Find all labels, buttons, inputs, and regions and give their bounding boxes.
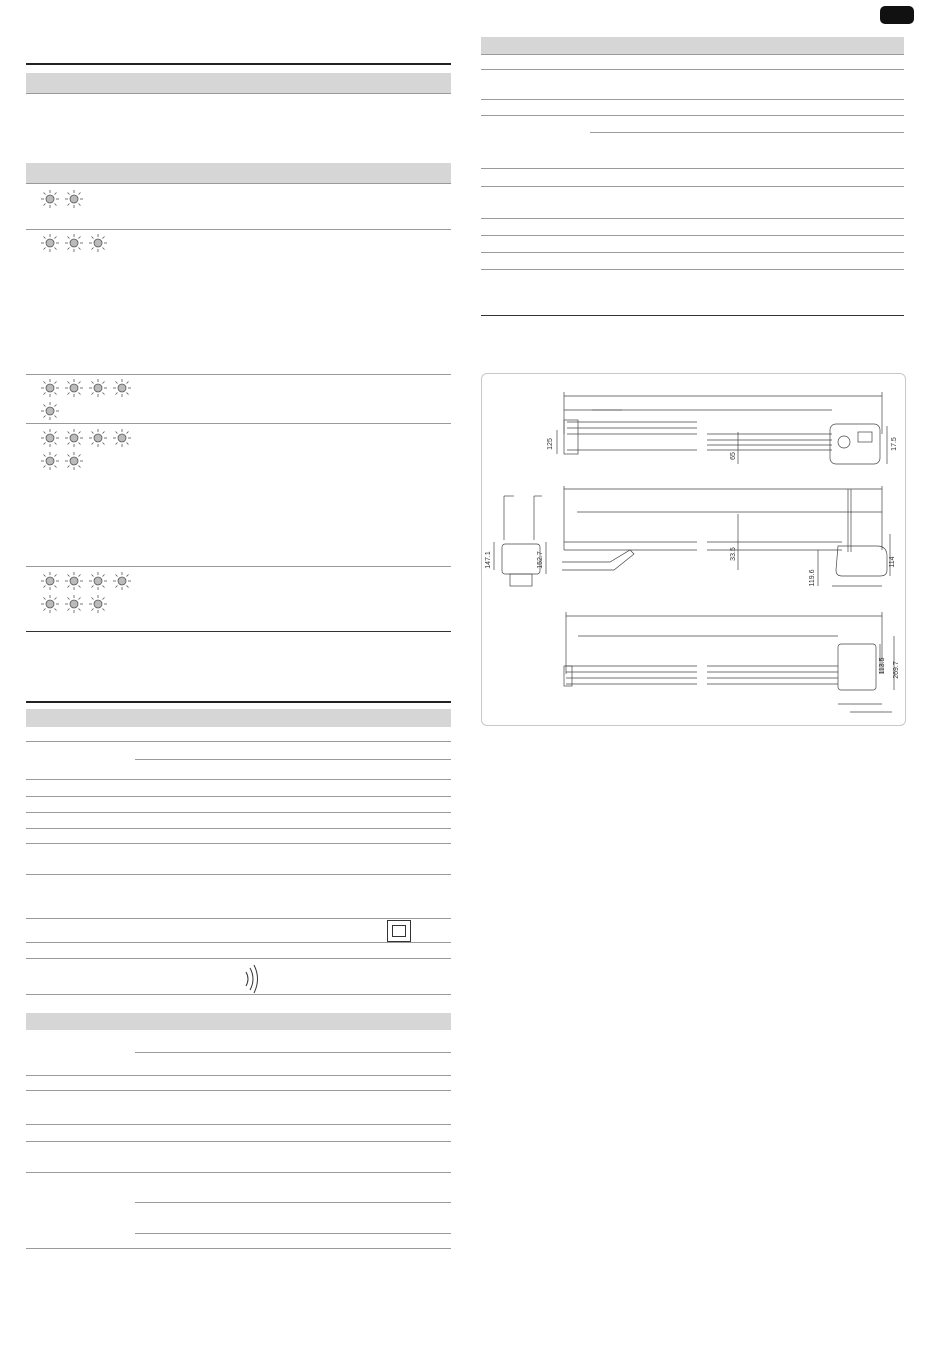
table-divider	[481, 69, 904, 70]
section-rule	[26, 701, 451, 703]
table-divider	[481, 54, 904, 55]
blinking-led-icon	[40, 378, 60, 398]
table-divider	[481, 269, 904, 270]
language-badge	[880, 6, 914, 24]
table-divider	[26, 779, 451, 780]
blinking-led-icon	[88, 571, 108, 591]
dimension-label: 17.5	[891, 437, 898, 451]
table-divider	[26, 796, 451, 797]
dimension-label: 33.5	[730, 547, 737, 561]
led-indicator-row	[40, 233, 108, 253]
dimension-label: 119.6	[809, 569, 816, 587]
blinking-led-icon	[40, 451, 60, 471]
table-divider	[26, 942, 451, 943]
table-divider	[26, 93, 451, 94]
specs-table-header	[26, 709, 451, 727]
dimension-label: 125	[547, 438, 554, 450]
table-divider	[26, 958, 451, 959]
radio-wave-icon	[242, 964, 260, 994]
table-divider	[26, 828, 451, 829]
blinking-led-icon	[64, 189, 84, 209]
blinking-led-icon	[64, 378, 84, 398]
dimension-drawing	[481, 373, 906, 726]
table-header	[26, 73, 451, 93]
table-divider	[26, 1141, 451, 1142]
blinking-led-icon	[88, 594, 108, 614]
dimension-label: 65	[730, 452, 737, 460]
table-divider	[26, 741, 451, 742]
table-divider	[26, 812, 451, 813]
table-divider	[26, 918, 451, 919]
section-rule	[26, 63, 451, 65]
blinking-led-icon	[40, 401, 60, 421]
led-indicator-row	[40, 378, 140, 421]
table-divider	[481, 235, 904, 236]
specs-table-header	[481, 37, 904, 54]
dimension-labels	[485, 437, 900, 679]
table-divider	[26, 1248, 451, 1249]
table-divider	[26, 1090, 451, 1091]
table-divider	[481, 168, 904, 169]
dimension-label: 269.7	[893, 661, 900, 679]
led-indicator-row	[40, 189, 84, 209]
blinking-led-icon	[88, 428, 108, 448]
led-table-header	[26, 163, 451, 183]
table-divider	[481, 218, 904, 219]
table-divider	[481, 252, 904, 253]
table-divider	[26, 374, 451, 375]
table-divider	[26, 423, 451, 424]
blinking-led-icon	[40, 233, 60, 253]
table-subdivider	[135, 1052, 451, 1053]
table-divider	[26, 183, 451, 184]
table-divider	[26, 874, 451, 875]
table-end-rule	[26, 631, 451, 632]
table-divider	[481, 186, 904, 187]
blinking-led-icon	[64, 451, 84, 471]
table-divider	[26, 566, 451, 567]
dimension-label: 114	[889, 556, 896, 568]
blinking-led-icon	[40, 428, 60, 448]
blinking-led-icon	[112, 378, 132, 398]
dimension-label: 113.5	[879, 657, 886, 675]
table-subdivider	[135, 1202, 451, 1203]
table-divider	[26, 1172, 451, 1173]
table-subdivider	[590, 132, 904, 133]
blinking-led-icon	[64, 571, 84, 591]
table-divider	[481, 99, 904, 100]
table-subdivider	[135, 759, 451, 760]
blinking-led-icon	[112, 428, 132, 448]
table-divider	[26, 1075, 451, 1076]
blinking-led-icon	[64, 428, 84, 448]
blinking-led-icon	[88, 378, 108, 398]
blinking-led-icon	[88, 233, 108, 253]
table-subdivider	[135, 1233, 451, 1234]
table-divider	[26, 843, 451, 844]
table-end-rule	[481, 315, 904, 316]
blinking-led-icon	[112, 571, 132, 591]
blinking-led-icon	[40, 594, 60, 614]
table-divider	[481, 115, 904, 116]
table-divider	[26, 229, 451, 230]
table-divider	[26, 1124, 451, 1125]
dimension-label: 147.1	[485, 551, 492, 569]
technical-drawing	[482, 374, 905, 725]
specs-table-header	[26, 1013, 451, 1030]
blinking-led-icon	[64, 233, 84, 253]
dimension-label: 152.7	[537, 551, 544, 569]
blinking-led-icon	[40, 571, 60, 591]
led-indicator-row	[40, 428, 140, 471]
table-divider	[26, 994, 451, 995]
blinking-led-icon	[64, 594, 84, 614]
led-indicator-row	[40, 571, 140, 614]
double-insulation-icon	[387, 920, 411, 942]
blinking-led-icon	[40, 189, 60, 209]
